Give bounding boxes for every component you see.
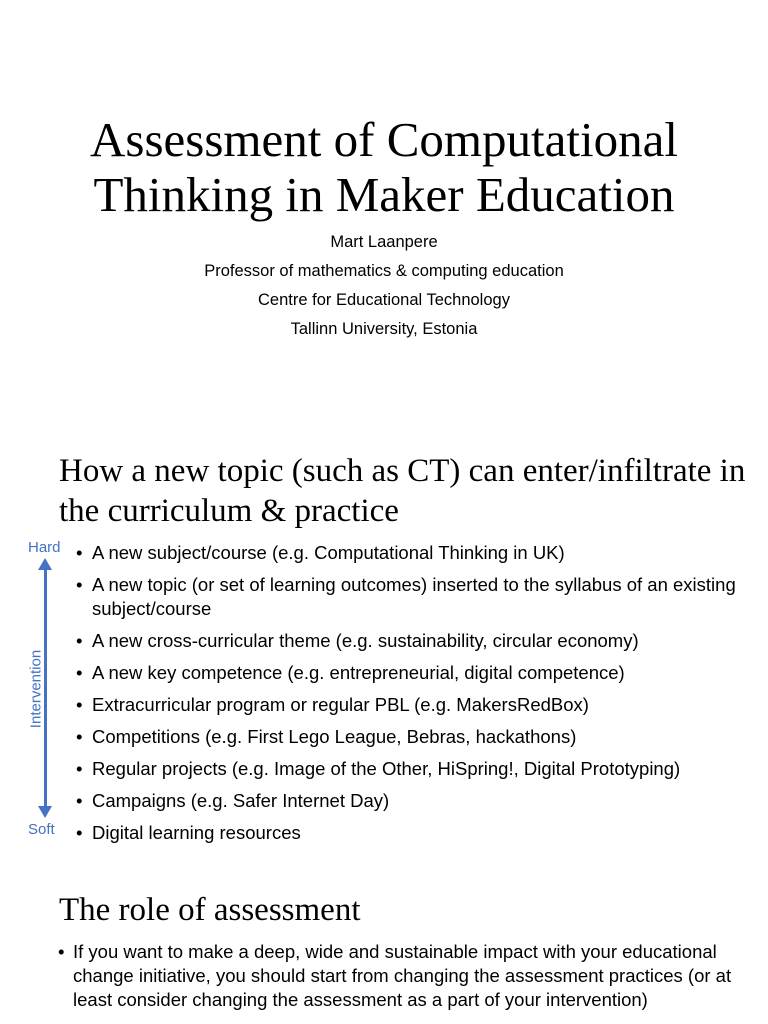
axis-intervention-label: Intervention	[27, 649, 45, 729]
assessment-slide	[0, 880, 768, 1024]
presentation-title: Assessment of Computational Thinking in Maker Education	[90, 112, 678, 222]
author-info	[0, 228, 768, 344]
list-item: • A new cross-curricular theme (e.g. sustainability, circular economy)	[76, 629, 760, 653]
slide-title: The role of assessment	[59, 892, 361, 928]
curriculum-slide	[0, 445, 768, 865]
title-slide	[0, 0, 768, 400]
author-name: Mart Laanpere	[330, 233, 438, 251]
list-item: • Regular projects (e.g. Image of the Other, HiSpring!, Digital Prototyping)	[76, 757, 760, 781]
slide-title: How a new topic (such as CT) can enter/infiltrate in the curriculum & practice	[59, 453, 746, 529]
list-item: • Digital learning resources	[76, 821, 760, 845]
list-item: • A new key competence (e.g. entrepreneurial, digital competence)	[76, 661, 760, 685]
author-centre: Centre for Educational Technology	[258, 291, 510, 309]
list-item: • Competitions (e.g. First Lego League, Bebras, hackathons)	[76, 725, 760, 749]
author-position: Professor of mathematics & computing education	[204, 262, 564, 280]
assessment-bullet: • If you want to make a deep, wide and sustainable impact with your educational change initiative, you should start from changing the assessment practices (or at least consider changing the assessment as a part of your intervention)	[58, 940, 733, 1012]
list-item: • Extracurricular program or regular PBL (e.g. MakersRedBox)	[76, 693, 760, 717]
arrow-down-icon	[38, 806, 52, 818]
axis-soft-label: Soft	[28, 821, 55, 838]
list-item: • Campaigns (e.g. Safer Internet Day)	[76, 789, 760, 813]
intervention-list	[76, 541, 760, 853]
author-university: Tallinn University, Estonia	[290, 320, 478, 338]
axis-hard-label: Hard	[28, 539, 61, 556]
list-item: • A new subject/course (e.g. Computational Thinking in UK)	[76, 541, 760, 565]
list-item: • A new topic (or set of learning outcomes) inserted to the syllabus of an existing subject/course	[76, 573, 760, 621]
